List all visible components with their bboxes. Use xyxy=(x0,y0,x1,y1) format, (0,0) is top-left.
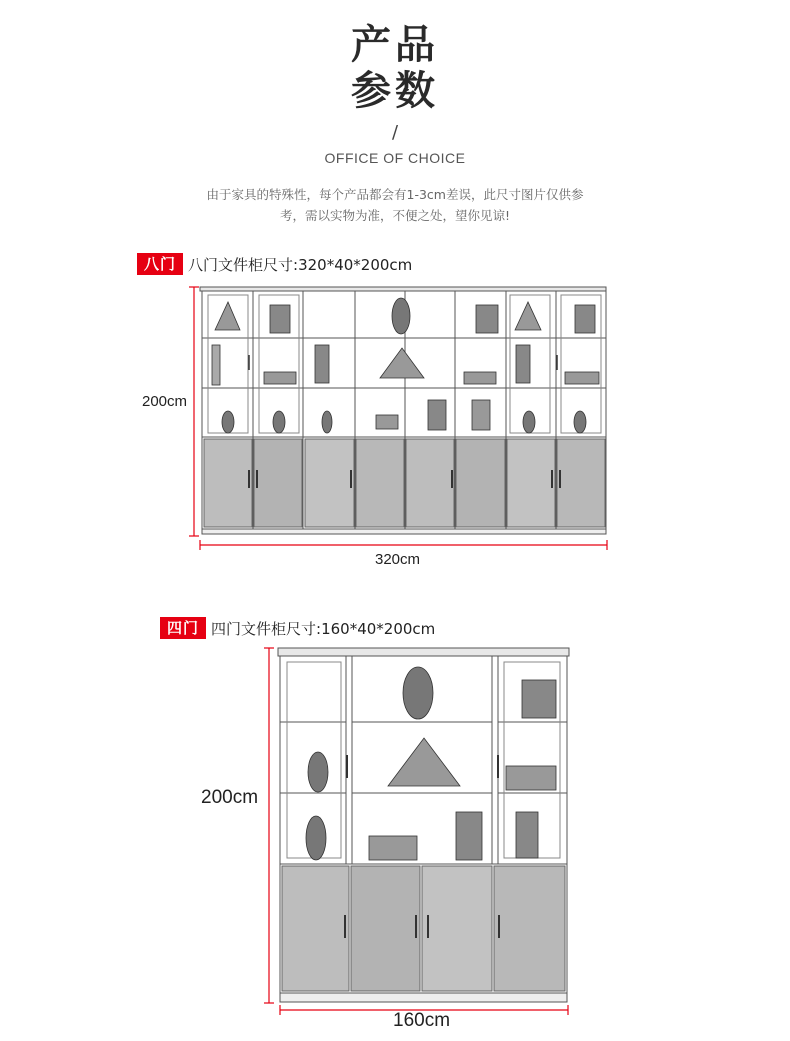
books-icon xyxy=(369,836,417,860)
cabinet-top-board xyxy=(278,648,569,656)
height-label: 200cm xyxy=(142,393,188,410)
height-label: 200cm xyxy=(201,787,259,808)
width-label: 160cm xyxy=(393,1010,451,1031)
title-divider: / xyxy=(391,122,399,143)
product-tag: 八门 xyxy=(137,253,183,275)
product-dimension-text: 八门文件柜尺寸:320*40*200cm xyxy=(188,255,413,274)
page-title-line1: 产品 xyxy=(351,22,439,68)
vase-icon xyxy=(403,667,433,719)
product-tag: 四门 xyxy=(160,617,206,639)
product-dimension-text: 四门文件柜尺寸:160*40*200cm xyxy=(211,619,436,638)
disclaimer-line2: 考，需以实物为准，不便之处，望你见谅! xyxy=(279,208,510,223)
page-subtitle: OFFICE OF CHOICE xyxy=(324,150,466,166)
ship-model-icon xyxy=(388,738,460,786)
width-label: 320cm xyxy=(375,551,421,568)
disclaimer-line1: 由于家具的特殊性，每个产品都会有1-3cm差误，此尺寸图片仅供参 xyxy=(206,187,584,202)
page-title-line2: 参数 xyxy=(351,68,439,114)
